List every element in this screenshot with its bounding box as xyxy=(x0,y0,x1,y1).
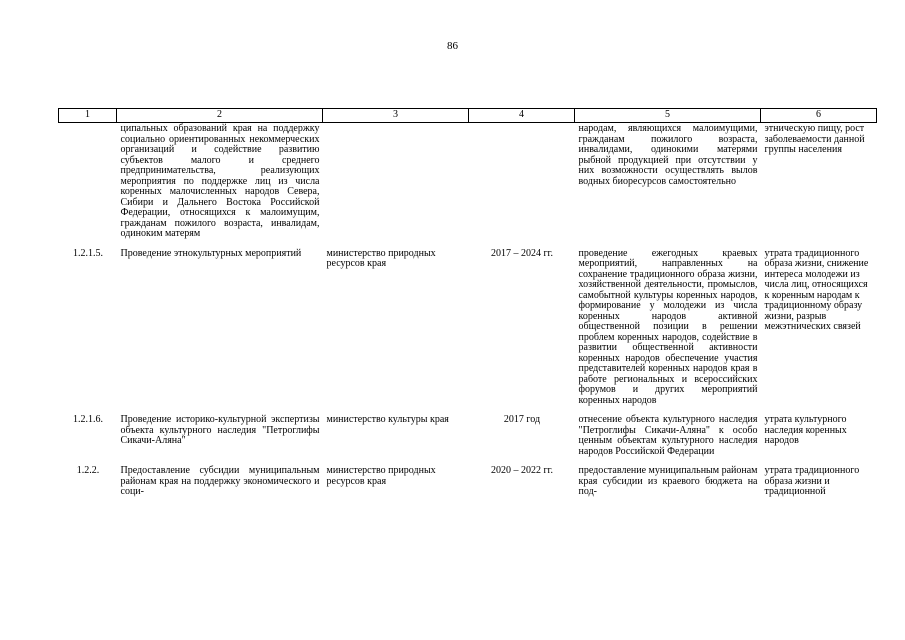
row-number xyxy=(59,123,117,248)
consequence-cell: утрата культурного наследия коренных народов xyxy=(764,414,847,446)
executor-cell: министерство культуры края xyxy=(326,414,449,425)
row-number: 1.2.1.5. xyxy=(73,247,103,259)
consequence-cell: утрата традиционного образа жизни и традиционной xyxy=(764,465,860,497)
consequence-cell: этническую пищу, рост заболеваемости данной группы населения xyxy=(764,123,865,155)
table-row xyxy=(59,123,877,248)
table-header-row xyxy=(59,109,877,123)
table-row xyxy=(59,465,877,506)
result-cell: народам, являющихся малоимущими, гражданам пожилого возраста, инвалидами, одинокими матерями рыбной продукцией при отсутствии у них возможности осуществлять вылов водных биоресурсов самостоятельно xyxy=(578,123,758,187)
activity-cell: ципальных образований края на поддержку социально ориентированных некоммерческих организаций и содействие развитию субъектов малого и среднего предпринимательства, реализующих мероприятия по поддержке лиц из числа коренных малочисленных народов Севера, Сибири и Дальнего Востока Российской Федерации, относящихся к малоимущим, гражданам пожилого возраста, инвалидам, одиноким матерям xyxy=(120,123,320,239)
column-header: 3 xyxy=(323,109,469,123)
result-cell: отнесение объекта культурного наследия "Петроглифы Сикачи-Аляна" к особо ценным объектам культурного наследия народов Российской Федерации xyxy=(578,414,758,457)
activity-cell: Проведение этнокультурных мероприятий xyxy=(120,247,302,259)
period-cell: 2017 – 2024 гг. xyxy=(490,247,554,259)
period-cell: 2020 – 2022 гг. xyxy=(490,465,554,476)
executor-cell xyxy=(323,123,469,248)
column-header: 5 xyxy=(575,109,761,123)
page-number: 86 xyxy=(447,40,458,52)
column-header: 6 xyxy=(761,109,877,123)
activity-cell: Проведение историко-культурной экспертизы объекта культурного наследия "Петроглифы Сикачи-Аляна" xyxy=(120,414,320,446)
row-number: 1.2.1.6. xyxy=(73,414,103,425)
table-row xyxy=(59,248,877,415)
table-row xyxy=(59,414,877,465)
result-cell: проведение ежегодных краевых мероприятий, направленных на сохранение традиционного образа жизни, хозяйственной деятельности, промыслов, самобытной культуры коренных народов, формирование у молодежи из числа коренных народов активной общественной позиции в решении проблем коренных народов, содействие в развитии общественной активности коренных народов обеспечение участия представителей коренных народов края в работе региональных и всероссийских форумов и других мероприятий коренных народов xyxy=(578,247,758,406)
measures-table xyxy=(58,108,877,506)
executor-cell: министерство природных ресурсов края xyxy=(326,247,436,269)
row-number: 1.2.2. xyxy=(76,465,100,476)
executor-cell: министерство природных ресурсов края xyxy=(326,465,436,487)
period-cell xyxy=(469,123,575,248)
consequence-cell: утрата традиционного образа жизни, снижение интереса молодежи из числа лиц, относящихся к коренным народам к традиционному образу жизни, разрыв межэтнических связей xyxy=(764,247,869,332)
activity-cell: Предоставление субсидии муниципальным районам края на поддержку экономического и соци- xyxy=(120,465,320,497)
column-header: 4 xyxy=(469,109,575,123)
column-header: 1 xyxy=(59,109,117,123)
column-header: 2 xyxy=(117,109,323,123)
result-cell: предоставление муниципальным районам края субсидии из краевого бюджета на под- xyxy=(578,465,758,497)
period-cell: 2017 год xyxy=(503,414,541,425)
